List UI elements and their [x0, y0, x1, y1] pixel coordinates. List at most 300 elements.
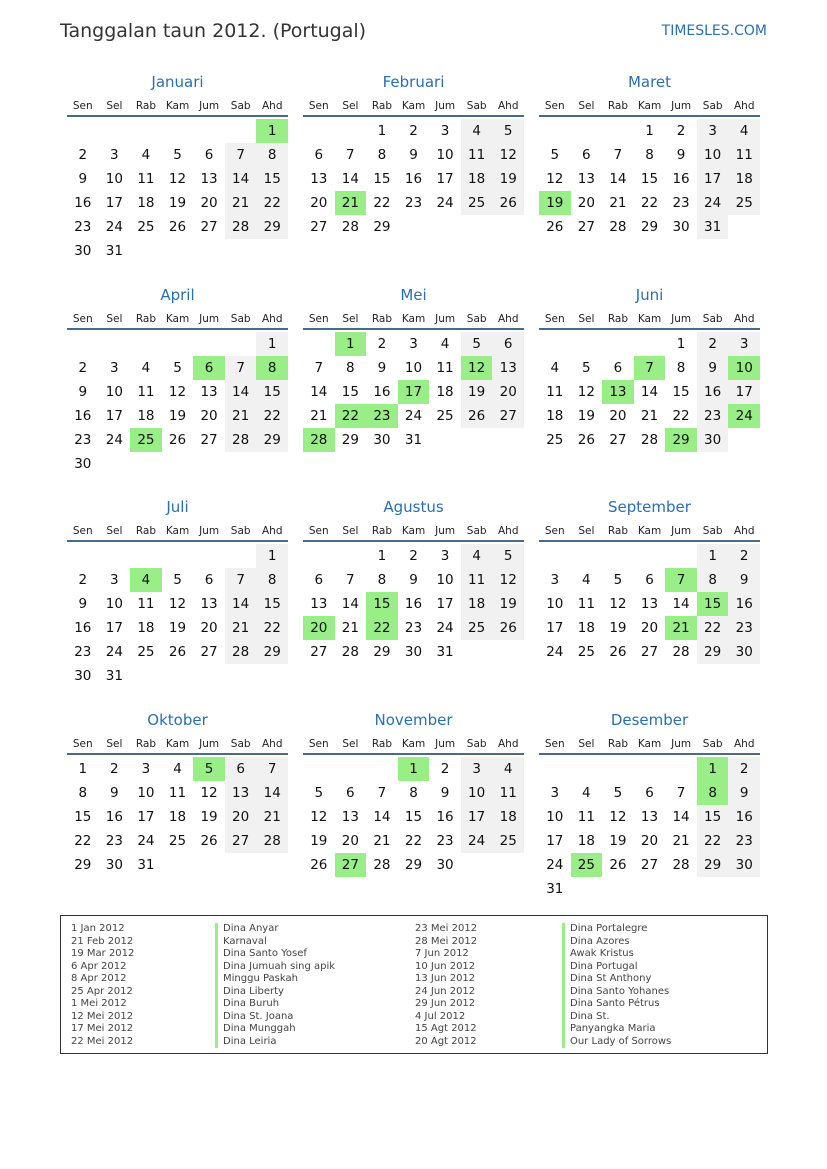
- month-oktober: [67, 708, 288, 877]
- weekday-label: Kam: [401, 738, 426, 750]
- weekday-label: Sel: [106, 525, 123, 537]
- day-grid: [539, 119, 760, 239]
- day-cell: 23: [697, 404, 729, 428]
- day-cell: 15: [341, 384, 359, 400]
- day-cell: 6: [492, 332, 524, 356]
- holiday-name: Dina Munggah: [215, 1023, 335, 1036]
- day-cell: 18: [137, 195, 155, 211]
- empty-cell: [303, 757, 335, 781]
- day-cell: 20: [640, 620, 659, 636]
- day-cell: 24: [105, 219, 123, 235]
- day-cell: 6: [193, 356, 225, 380]
- day-cell: 30: [105, 857, 123, 873]
- day-cell: 8: [78, 785, 88, 801]
- day-cell: 28: [341, 644, 359, 660]
- day-cell: 24: [105, 644, 123, 660]
- day-cell: 16: [672, 171, 690, 187]
- day-cell: 21: [665, 616, 697, 640]
- day-cell: 4: [550, 360, 560, 376]
- weekday-label: Sab: [702, 313, 723, 325]
- holiday-name: Dina Jumuah sing apik: [215, 961, 335, 974]
- weekday-label: Kam: [165, 525, 190, 537]
- day-cell: 8: [409, 785, 418, 801]
- day-cell: 2: [440, 761, 450, 777]
- holiday-date: 1 Jan 2012: [71, 923, 125, 934]
- empty-cell: [539, 757, 571, 781]
- day-cell: 16: [74, 195, 92, 211]
- month-desember: [539, 708, 760, 901]
- day-cell: 20: [492, 380, 524, 404]
- holiday-name: Dina Buruh: [215, 998, 335, 1011]
- day-cell: 5: [582, 360, 591, 376]
- day-cell: 23: [404, 620, 423, 636]
- day-cell: 21: [225, 616, 257, 640]
- day-cell: 18: [577, 620, 595, 636]
- day-cell: 25: [571, 853, 603, 877]
- day-cell: 10: [105, 171, 123, 187]
- day-cell: 12: [577, 384, 595, 400]
- day-cell: 30: [74, 668, 92, 684]
- day-cell: 11: [728, 143, 760, 167]
- day-cell: 4: [582, 572, 591, 588]
- empty-cell: [571, 757, 603, 781]
- weekday-label: Jum: [435, 525, 456, 537]
- weekday-label: Sen: [308, 100, 329, 112]
- weekday-label: Sab: [230, 525, 251, 537]
- day-cell: 24: [137, 833, 155, 849]
- day-cell: 14: [672, 596, 690, 612]
- weekday-label: Jum: [199, 100, 220, 112]
- day-cell: 3: [550, 572, 560, 588]
- holiday-name: Dina Portugal: [562, 961, 671, 974]
- holiday-name: Dina St.: [562, 1011, 671, 1024]
- weekday-label: Sen: [544, 313, 565, 325]
- day-cell: 3: [110, 360, 119, 376]
- day-cell: 13: [640, 596, 659, 612]
- day-cell: 22: [256, 404, 288, 428]
- holiday-name: Dina Santo Pétrus: [562, 998, 671, 1011]
- day-cell: 11: [137, 596, 155, 612]
- month-name: Maret: [627, 73, 672, 91]
- weekday-header: [67, 520, 288, 542]
- month-agustus: [303, 495, 524, 664]
- day-cell: 17: [546, 833, 564, 849]
- day-cell: 30: [373, 432, 391, 448]
- day-cell: 14: [640, 384, 659, 400]
- day-cell: 24: [546, 644, 564, 660]
- day-cell: 29: [373, 644, 391, 660]
- month-maret: [539, 70, 760, 239]
- day-cell: 28: [225, 215, 257, 239]
- day-cell: 17: [728, 380, 760, 404]
- weekday-label: Sel: [342, 525, 359, 537]
- day-cell: 20: [200, 408, 218, 424]
- empty-cell: [335, 544, 367, 568]
- day-cell: 10: [461, 781, 493, 805]
- weekday-label: Ahd: [262, 100, 283, 112]
- month-name: Mei: [400, 286, 427, 304]
- day-cell: 11: [492, 781, 524, 805]
- day-cell: 9: [697, 356, 729, 380]
- day-cell: 12: [168, 384, 187, 400]
- day-cell: 17: [398, 380, 430, 404]
- weekday-label: Jum: [671, 100, 692, 112]
- day-cell: 28: [341, 219, 359, 235]
- day-cell: 4: [173, 761, 182, 777]
- empty-cell: [303, 119, 335, 143]
- empty-cell: [225, 544, 257, 568]
- day-grid: [67, 119, 288, 263]
- day-cell: 22: [335, 404, 367, 428]
- day-cell: 20: [310, 195, 328, 211]
- day-cell: 25: [137, 644, 155, 660]
- day-cell: 12: [492, 143, 524, 167]
- day-cell: 4: [461, 544, 493, 568]
- day-cell: 23: [74, 432, 92, 448]
- day-cell: 7: [256, 757, 288, 781]
- weekday-label: Jum: [671, 525, 692, 537]
- day-cell: 6: [645, 572, 654, 588]
- day-cell: 30: [697, 428, 729, 452]
- day-cell: 26: [609, 857, 627, 873]
- day-cell: 28: [303, 428, 335, 452]
- day-cell: 4: [440, 336, 450, 352]
- weekday-header: [539, 95, 760, 117]
- weekday-label: Jum: [435, 738, 456, 750]
- day-cell: 23: [105, 833, 123, 849]
- day-cell: 9: [110, 785, 119, 801]
- day-cell: 24: [697, 191, 729, 215]
- day-cell: 25: [461, 191, 493, 215]
- day-cell: 23: [728, 616, 760, 640]
- day-cell: 28: [640, 432, 659, 448]
- weekday-header: [303, 308, 524, 330]
- month-name: April: [160, 286, 195, 304]
- day-cell: 27: [640, 644, 659, 660]
- day-cell: 1: [377, 123, 387, 139]
- day-cell: 25: [436, 408, 454, 424]
- day-cell: 28: [256, 829, 288, 853]
- day-cell: 2: [78, 147, 88, 163]
- empty-cell: [634, 332, 666, 356]
- empty-cell: [539, 544, 571, 568]
- day-cell: 18: [461, 167, 493, 191]
- day-cell: 12: [461, 356, 493, 380]
- holiday-name: Dina St. Joana: [215, 1011, 335, 1024]
- day-cell: 3: [728, 332, 760, 356]
- day-cell: 29: [404, 857, 423, 873]
- day-cell: 16: [373, 384, 391, 400]
- empty-cell: [193, 119, 225, 143]
- day-cell: 12: [546, 171, 564, 187]
- day-cell: 3: [110, 572, 119, 588]
- day-cell: 8: [377, 147, 387, 163]
- holiday-name: Minggu Paskah: [215, 973, 335, 986]
- day-cell: 6: [314, 572, 324, 588]
- day-cell: 14: [310, 384, 328, 400]
- day-cell: 28: [225, 640, 257, 664]
- day-cell: 22: [256, 191, 288, 215]
- month-september: [539, 495, 760, 664]
- day-cell: 5: [314, 785, 324, 801]
- day-cell: 30: [728, 853, 760, 877]
- day-cell: 20: [577, 195, 595, 211]
- weekday-label: Jum: [199, 525, 220, 537]
- holiday-name: Awak Kristus: [562, 948, 671, 961]
- day-cell: 5: [550, 147, 560, 163]
- weekday-label: Sen: [72, 100, 93, 112]
- weekday-label: Jum: [671, 313, 692, 325]
- weekday-label: Rab: [371, 525, 393, 537]
- day-cell: 24: [436, 195, 454, 211]
- day-cell: 29: [341, 432, 359, 448]
- empty-cell: [571, 119, 603, 143]
- day-cell: 14: [609, 171, 627, 187]
- day-cell: 26: [461, 404, 493, 428]
- day-cell: 27: [310, 219, 328, 235]
- holiday-date: 12 Mei 2012: [71, 1010, 134, 1022]
- empty-cell: [335, 119, 367, 143]
- day-cell: 30: [74, 456, 92, 472]
- holiday-name: Dina Liberty: [215, 986, 335, 999]
- empty-cell: [634, 544, 666, 568]
- month-name: Februari: [382, 73, 445, 91]
- weekday-label: Rab: [135, 738, 157, 750]
- month-juli: [67, 495, 288, 688]
- day-cell: 21: [609, 195, 627, 211]
- day-cell: 20: [303, 616, 335, 640]
- day-cell: 5: [461, 332, 493, 356]
- day-cell: 15: [373, 171, 391, 187]
- day-cell: 28: [373, 857, 391, 873]
- day-cell: 6: [314, 147, 324, 163]
- empty-cell: [99, 119, 131, 143]
- day-cell: 13: [200, 596, 218, 612]
- weekday-header: [303, 520, 524, 542]
- day-cell: 1: [256, 544, 288, 568]
- holiday-date: 25 Apr 2012: [71, 985, 133, 997]
- weekday-label: Sel: [106, 738, 123, 750]
- weekday-label: Sen: [544, 100, 565, 112]
- empty-cell: [571, 544, 603, 568]
- weekday-header: [67, 733, 288, 755]
- legend-dates-col-2: [415, 923, 477, 1048]
- holiday-date: 20 Agt 2012: [415, 1035, 477, 1047]
- day-cell: 30: [672, 219, 690, 235]
- empty-cell: [162, 544, 194, 568]
- day-cell: 13: [640, 809, 659, 825]
- day-cell: 22: [373, 195, 391, 211]
- weekday-label: Kam: [165, 313, 190, 325]
- day-cell: 8: [256, 568, 288, 592]
- legend-names-col-2: [562, 923, 671, 1048]
- empty-cell: [162, 332, 194, 356]
- weekday-label: Sen: [308, 738, 329, 750]
- day-cell: 26: [168, 644, 187, 660]
- day-cell: 13: [310, 171, 328, 187]
- day-cell: 11: [168, 785, 187, 801]
- day-cell: 2: [409, 123, 418, 139]
- day-cell: 27: [609, 432, 627, 448]
- day-cell: 2: [110, 761, 119, 777]
- empty-cell: [225, 119, 257, 143]
- day-cell: 19: [492, 592, 524, 616]
- holiday-name: Panyangka Maria: [562, 1023, 671, 1036]
- day-cell: 21: [373, 833, 391, 849]
- day-grid: [303, 757, 524, 877]
- month-name: Desember: [610, 711, 689, 729]
- month-name: Agustus: [383, 498, 444, 516]
- day-cell: 16: [436, 809, 454, 825]
- day-cell: 17: [461, 805, 493, 829]
- day-cell: 21: [310, 408, 328, 424]
- weekday-label: Kam: [637, 313, 662, 325]
- day-cell: 6: [613, 360, 623, 376]
- empty-cell: [162, 119, 194, 143]
- day-cell: 17: [436, 596, 454, 612]
- day-cell: 13: [602, 380, 634, 404]
- day-cell: 11: [137, 384, 155, 400]
- weekday-label: Sab: [466, 313, 487, 325]
- day-cell: 25: [492, 829, 524, 853]
- day-cell: 11: [436, 360, 454, 376]
- day-cell: 9: [728, 781, 760, 805]
- day-cell: 26: [492, 616, 524, 640]
- weekday-label: Ahd: [262, 738, 283, 750]
- day-cell: 9: [409, 147, 418, 163]
- day-cell: 21: [672, 833, 690, 849]
- day-cell: 15: [640, 171, 659, 187]
- day-cell: 16: [728, 592, 760, 616]
- day-cell: 13: [310, 596, 328, 612]
- holiday-name: Dina Portalegre: [562, 923, 671, 936]
- day-cell: 16: [74, 620, 92, 636]
- day-cell: 18: [728, 167, 760, 191]
- day-cell: 19: [609, 620, 627, 636]
- brand-link[interactable]: TIMESLES.COM: [661, 23, 767, 39]
- day-cell: 11: [461, 143, 493, 167]
- day-cell: 15: [74, 809, 92, 825]
- day-cell: 27: [335, 853, 367, 877]
- holiday-date: 13 Jun 2012: [415, 973, 476, 984]
- weekday-label: Kam: [165, 100, 190, 112]
- day-cell: 19: [461, 380, 493, 404]
- day-cell: 18: [168, 809, 187, 825]
- day-cell: 4: [492, 757, 524, 781]
- day-cell: 25: [728, 191, 760, 215]
- day-cell: 22: [256, 616, 288, 640]
- holiday-date: 8 Apr 2012: [71, 973, 127, 984]
- weekday-label: Sel: [106, 313, 123, 325]
- day-grid: [539, 332, 760, 452]
- day-cell: 7: [665, 568, 697, 592]
- day-cell: 15: [697, 805, 729, 829]
- day-cell: 10: [546, 809, 564, 825]
- day-cell: 11: [461, 568, 493, 592]
- month-name: Oktober: [147, 711, 208, 729]
- holiday-date: 10 Jun 2012: [415, 960, 476, 972]
- day-cell: 27: [200, 219, 218, 235]
- day-grid: [303, 544, 524, 664]
- day-cell: 16: [697, 380, 729, 404]
- weekday-header: [303, 95, 524, 117]
- weekday-label: Sel: [342, 738, 359, 750]
- day-cell: 29: [697, 853, 729, 877]
- day-cell: 4: [141, 360, 151, 376]
- day-cell: 4: [461, 119, 493, 143]
- day-cell: 21: [256, 805, 288, 829]
- day-cell: 30: [436, 857, 454, 873]
- day-cell: 5: [492, 544, 524, 568]
- day-cell: 27: [310, 644, 328, 660]
- day-cell: 1: [256, 332, 288, 356]
- weekday-label: Ahd: [262, 525, 283, 537]
- weekday-label: Rab: [135, 525, 157, 537]
- day-cell: 29: [697, 640, 729, 664]
- empty-cell: [193, 544, 225, 568]
- day-cell: 17: [546, 620, 564, 636]
- day-cell: 10: [436, 147, 454, 163]
- day-cell: 8: [256, 143, 288, 167]
- day-cell: 22: [404, 833, 423, 849]
- weekday-header: [539, 308, 760, 330]
- holiday-date: 15 Agt 2012: [415, 1023, 477, 1034]
- holiday-name: Dina Santo Yosef: [215, 948, 335, 961]
- day-cell: 1: [697, 544, 729, 568]
- weekday-label: Sen: [308, 313, 329, 325]
- day-cell: 10: [697, 143, 729, 167]
- day-cell: 2: [78, 572, 88, 588]
- day-cell: 7: [225, 568, 257, 592]
- day-cell: 13: [341, 809, 359, 825]
- day-cell: 18: [137, 620, 155, 636]
- day-cell: 25: [168, 833, 187, 849]
- day-cell: 13: [577, 171, 595, 187]
- month-name: November: [374, 711, 453, 729]
- empty-cell: [303, 544, 335, 568]
- day-cell: 10: [728, 356, 760, 380]
- day-cell: 19: [168, 195, 187, 211]
- weekday-label: Ahd: [498, 525, 519, 537]
- weekday-label: Sab: [702, 738, 723, 750]
- empty-cell: [99, 332, 131, 356]
- day-cell: 18: [492, 805, 524, 829]
- day-cell: 9: [440, 785, 450, 801]
- month-juni: [539, 283, 760, 452]
- day-cell: 20: [640, 833, 659, 849]
- day-cell: 2: [409, 548, 418, 564]
- weekday-label: Rab: [607, 100, 629, 112]
- day-cell: 17: [105, 408, 123, 424]
- day-cell: 3: [550, 785, 560, 801]
- day-cell: 16: [105, 809, 123, 825]
- day-cell: 8: [377, 572, 387, 588]
- day-cell: 29: [665, 428, 697, 452]
- day-cell: 16: [728, 805, 760, 829]
- weekday-header: [67, 308, 288, 330]
- day-cell: 21: [640, 408, 659, 424]
- day-cell: 9: [409, 572, 418, 588]
- day-cell: 20: [200, 620, 218, 636]
- weekday-label: Ahd: [498, 738, 519, 750]
- day-cell: 18: [546, 408, 564, 424]
- day-cell: 31: [137, 857, 155, 873]
- day-cell: 7: [676, 785, 686, 801]
- weekday-label: Sel: [578, 738, 595, 750]
- month-mei: [303, 283, 524, 452]
- weekday-label: Rab: [607, 738, 629, 750]
- month-name: September: [608, 498, 691, 516]
